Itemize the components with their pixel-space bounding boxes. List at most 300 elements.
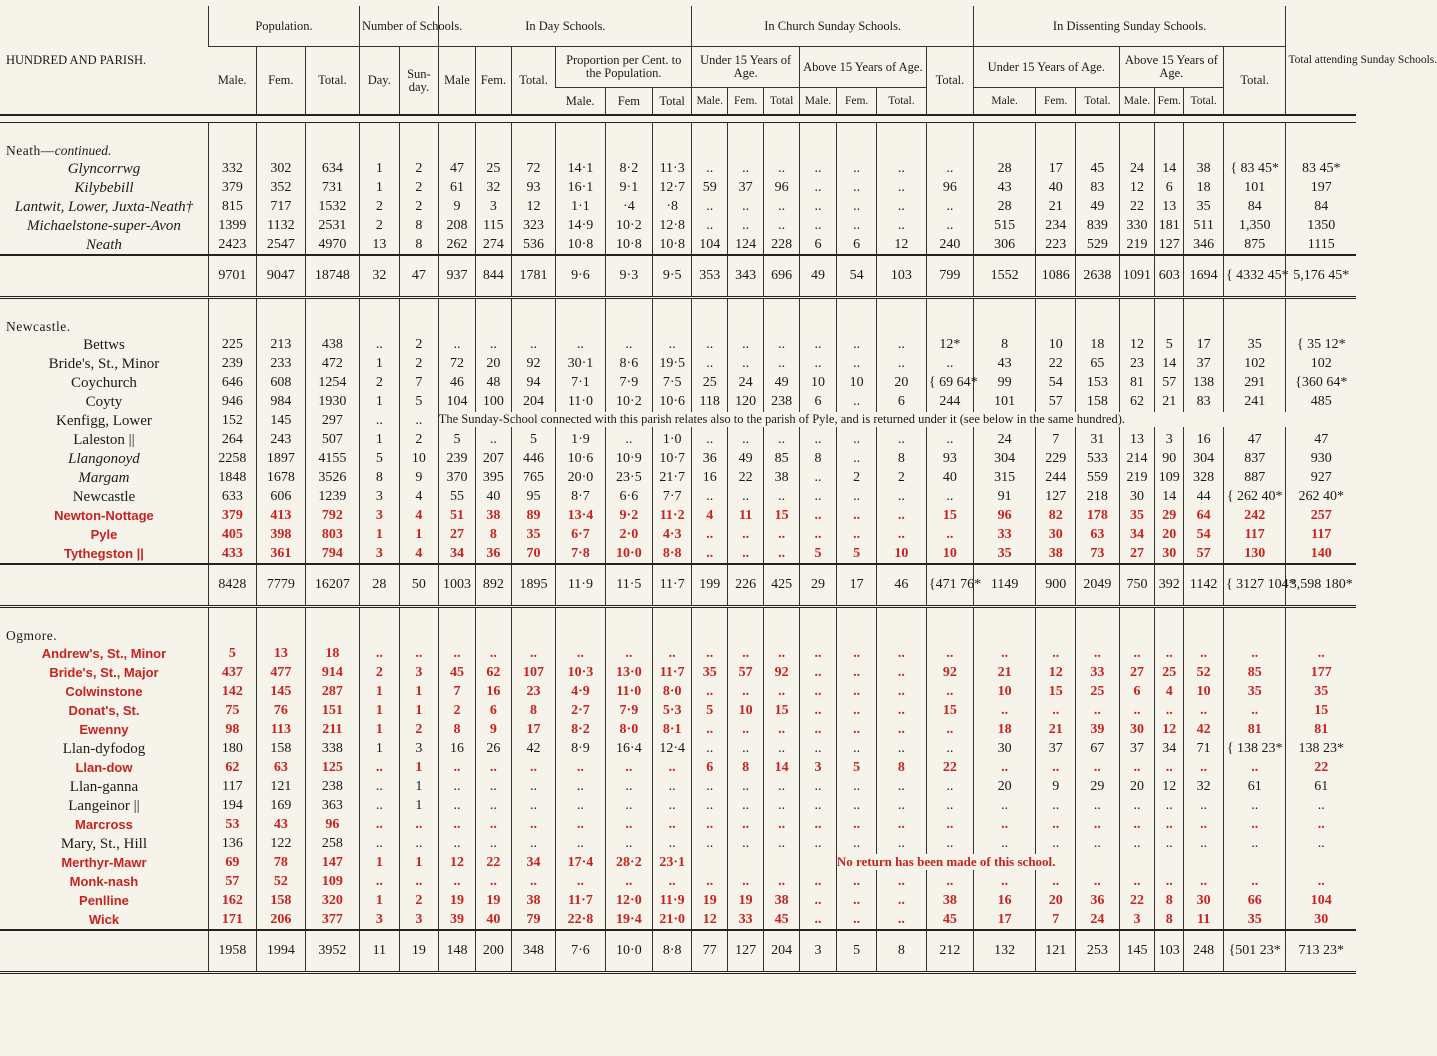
data-cell: 5 [692, 701, 727, 720]
total-cell: 10·0 [605, 930, 652, 973]
data-cell: 138 23* [1286, 739, 1356, 758]
data-cell: .. [799, 487, 837, 506]
empty-cell [512, 123, 556, 160]
data-cell: 3 [360, 506, 400, 525]
data-cell: 6 [799, 235, 837, 255]
data-cell: 33 [1075, 663, 1119, 682]
data-cell: 7 [439, 682, 475, 701]
data-cell: 3 [1155, 430, 1184, 449]
data-cell: 323 [512, 216, 556, 235]
total-cell: 16207 [305, 564, 359, 607]
data-cell: 9·2 [605, 506, 652, 525]
data-cell: .. [727, 682, 763, 701]
total-label-cell [0, 564, 208, 607]
parish-name: Tythegston || [63, 545, 144, 561]
section-total-row [0, 930, 1356, 973]
data-cell: 1 [360, 178, 400, 197]
parish-name: Donat's, St. [68, 702, 140, 718]
data-cell: 1930 [305, 392, 359, 411]
data-cell: .. [727, 815, 763, 834]
da-total-header: Total. [1184, 88, 1224, 116]
data-cell: 2 [360, 663, 400, 682]
data-cell: .. [475, 796, 511, 815]
data-cell: 17·4 [555, 853, 605, 872]
data-cell: 40 [475, 487, 511, 506]
empty-cell [727, 607, 763, 645]
parish-row [0, 525, 1356, 544]
data-cell: .. [837, 720, 877, 739]
data-cell: 2 [360, 216, 400, 235]
empty-cell [512, 607, 556, 645]
data-cell: 4 [399, 487, 439, 506]
data-cell: .. [799, 891, 837, 910]
data-cell: .. [837, 777, 877, 796]
data-cell: 38 [475, 506, 511, 525]
total-cell: 937 [439, 255, 475, 298]
data-cell: 18 [1184, 178, 1224, 197]
data-cell: 6 [1155, 178, 1184, 197]
empty-cell [256, 298, 305, 336]
data-cell: 21 [1036, 197, 1076, 216]
data-cell: 12 [876, 235, 926, 255]
data-cell: 297 [305, 411, 359, 430]
data-cell: 61 [439, 178, 475, 197]
data-cell: 57 [727, 663, 763, 682]
data-cell: 4 [399, 506, 439, 525]
total-cell: 892 [475, 564, 511, 607]
data-cell: 12* [926, 335, 973, 354]
total-cell: 212 [926, 930, 973, 973]
data-cell: 7 [1036, 430, 1076, 449]
data-cell: 229 [1036, 449, 1076, 468]
data-cell: .. [1119, 796, 1154, 815]
total-cell: 353 [692, 255, 727, 298]
data-cell: 127 [1155, 235, 1184, 255]
data-cell: 63 [1075, 525, 1119, 544]
data-cell: .. [692, 544, 727, 564]
prop-fem-header: Fem [605, 88, 652, 116]
parish-row [0, 487, 1356, 506]
total-cell: 7·6 [555, 930, 605, 973]
data-cell: 304 [973, 449, 1036, 468]
data-cell: .. [727, 430, 763, 449]
data-cell: 194 [208, 796, 256, 815]
data-cell: 1·9 [555, 430, 605, 449]
data-cell: .. [973, 644, 1036, 663]
data-cell: .. [652, 335, 692, 354]
data-cell: .. [799, 872, 837, 891]
data-cell: .. [1036, 701, 1076, 720]
data-cell: .. [692, 720, 727, 739]
data-cell: 930 [1286, 449, 1356, 468]
data-cell: 12·0 [605, 891, 652, 910]
data-cell: 81 [1286, 720, 1356, 739]
data-cell: 20·0 [555, 468, 605, 487]
data-cell: 1·1 [555, 197, 605, 216]
total-attending-header: Total attending Sunday Schools. [1286, 6, 1356, 115]
data-cell: 117 [1286, 525, 1356, 544]
data-cell: 274 [475, 235, 511, 255]
data-cell: 10·8 [605, 235, 652, 255]
parish-row [0, 468, 1356, 487]
data-cell: .. [876, 739, 926, 758]
data-cell: .. [926, 720, 973, 739]
data-cell: .. [1075, 872, 1119, 891]
data-cell: 20 [1036, 891, 1076, 910]
data-cell: 120 [727, 392, 763, 411]
data-cell: 36 [1075, 891, 1119, 910]
data-cell: .. [1223, 644, 1286, 663]
data-cell: .. [837, 682, 877, 701]
data-cell: 71 [1184, 739, 1224, 758]
data-cell: .. [799, 159, 837, 178]
data-cell: 91 [973, 487, 1036, 506]
section-title [0, 298, 208, 336]
data-cell: 2 [360, 197, 400, 216]
data-cell: 46 [439, 373, 475, 392]
data-cell: .. [512, 815, 556, 834]
data-cell: 1115 [1286, 235, 1356, 255]
data-cell: 6 [799, 392, 837, 411]
empty-cell [1286, 123, 1356, 160]
data-cell: 138 [1184, 373, 1224, 392]
data-cell: 8 [799, 449, 837, 468]
ca-fem-header: Fem. [837, 88, 877, 116]
data-cell: 238 [764, 392, 799, 411]
data-cell: 792 [305, 506, 359, 525]
empty-cell [799, 298, 837, 336]
data-cell: .. [1286, 815, 1356, 834]
parish-name: Newton-Nottage [54, 507, 154, 523]
parish-row [0, 216, 1356, 235]
data-cell: 23·5 [605, 468, 652, 487]
cu-fem-header: Fem. [727, 88, 763, 116]
data-cell: 57 [1184, 544, 1224, 564]
total-cell: 9047 [256, 255, 305, 298]
data-cell: 13 [256, 644, 305, 663]
total-cell: 603 [1155, 255, 1184, 298]
data-cell: 32 [475, 178, 511, 197]
data-cell: .. [926, 216, 973, 235]
data-cell: .. [837, 506, 877, 525]
data-cell: 875 [1223, 235, 1286, 255]
data-cell: 30 [973, 739, 1036, 758]
data-cell: 2 [399, 197, 439, 216]
data-cell: .. [837, 834, 877, 853]
data-cell: 5 [439, 430, 475, 449]
empty-cell [439, 298, 475, 336]
total-cell: 5 [837, 930, 877, 973]
data-cell: 11·0 [605, 682, 652, 701]
data-cell: .. [876, 197, 926, 216]
data-cell: .. [1155, 796, 1184, 815]
data-cell: .. [973, 815, 1036, 834]
data-cell: 118 [692, 392, 727, 411]
data-cell: 57 [1036, 392, 1076, 411]
data-cell: 30 [1119, 487, 1154, 506]
data-cell: 12 [1036, 663, 1076, 682]
total-cell: 19 [399, 930, 439, 973]
data-cell: { 138 23* [1223, 739, 1286, 758]
data-cell: .. [764, 834, 799, 853]
data-cell: 370 [439, 468, 475, 487]
data-cell: 12·4 [652, 739, 692, 758]
du-male-header: Male. [973, 88, 1036, 116]
data-cell: 3 [399, 910, 439, 930]
data-cell: .. [764, 796, 799, 815]
data-cell: .. [876, 701, 926, 720]
data-cell: 8·0 [652, 682, 692, 701]
data-cell [1155, 853, 1184, 872]
data-cell: 162 [208, 891, 256, 910]
data-cell: 731 [305, 178, 359, 197]
data-cell: .. [876, 644, 926, 663]
parish-row [0, 392, 1356, 411]
data-cell: 45 [926, 910, 973, 930]
parish-row [0, 834, 1356, 853]
data-cell: 63 [256, 758, 305, 777]
parish-row [0, 682, 1356, 701]
data-cell: 14 [1155, 487, 1184, 506]
data-cell: 3 [399, 739, 439, 758]
data-cell: 8 [512, 701, 556, 720]
data-cell: 346 [1184, 235, 1224, 255]
data-cell: .. [1155, 758, 1184, 777]
empty-cell [512, 298, 556, 336]
data-cell: .. [876, 891, 926, 910]
data-cell: 433 [208, 544, 256, 564]
data-cell: 16·1 [555, 178, 605, 197]
data-cell: 10 [926, 544, 973, 564]
data-cell: 3 [1119, 910, 1154, 930]
empty-cell [475, 607, 511, 645]
data-cell: .. [1075, 701, 1119, 720]
data-cell: 27 [439, 525, 475, 544]
data-cell: .. [605, 777, 652, 796]
data-cell: 511 [1184, 216, 1224, 235]
data-cell: 21 [973, 663, 1036, 682]
empty-cell [652, 607, 692, 645]
data-cell: .. [475, 777, 511, 796]
parish-row [0, 354, 1356, 373]
data-cell: 437 [208, 663, 256, 682]
data-cell: .. [764, 682, 799, 701]
data-cell: .. [837, 815, 877, 834]
data-cell: .. [399, 411, 439, 430]
parish-row [0, 644, 1356, 663]
total-cell: 9·6 [555, 255, 605, 298]
section-total-row [0, 564, 1356, 607]
data-cell: 634 [305, 159, 359, 178]
data-cell: 14 [764, 758, 799, 777]
data-cell: 107 [512, 663, 556, 682]
data-cell: .. [360, 758, 400, 777]
data-cell: 57 [1155, 373, 1184, 392]
data-cell: 22 [926, 758, 973, 777]
data-cell: .. [1075, 796, 1119, 815]
data-cell: 239 [208, 354, 256, 373]
data-cell: 51 [439, 506, 475, 525]
table-body [0, 123, 1356, 973]
total-cell: 713 23* [1286, 930, 1356, 973]
data-cell: .. [1075, 815, 1119, 834]
total-cell: 1149 [973, 564, 1036, 607]
data-cell: .. [1075, 758, 1119, 777]
data-cell: 20 [876, 373, 926, 392]
total-cell: 1958 [208, 930, 256, 973]
section-title-text: Ogmore. [6, 628, 58, 643]
data-cell: 30 [1119, 720, 1154, 739]
data-cell: .. [652, 758, 692, 777]
parish-row [0, 872, 1356, 891]
data-cell: 17 [1036, 159, 1076, 178]
data-cell: .. [652, 834, 692, 853]
da-fem-header: Fem. [1155, 88, 1184, 116]
data-cell: .. [876, 159, 926, 178]
data-cell: .. [555, 335, 605, 354]
data-cell: 47 [1286, 430, 1356, 449]
data-cell: 446 [512, 449, 556, 468]
data-cell: 377 [305, 910, 359, 930]
empty-cell [1119, 298, 1154, 336]
data-cell: 1 [399, 853, 439, 872]
data-cell: 29 [1155, 506, 1184, 525]
data-cell: 39 [439, 910, 475, 930]
total-cell: 127 [727, 930, 763, 973]
data-cell: 2 [399, 354, 439, 373]
data-cell: 379 [208, 178, 256, 197]
data-cell: .. [652, 796, 692, 815]
data-cell: .. [652, 872, 692, 891]
data-cell: .. [727, 720, 763, 739]
data-cell: 32 [1184, 777, 1224, 796]
data-cell: 8 [876, 758, 926, 777]
data-cell: 306 [973, 235, 1036, 255]
data-cell: 914 [305, 663, 359, 682]
parish-row [0, 449, 1356, 468]
data-cell: .. [1184, 644, 1224, 663]
data-cell: 38 [1184, 159, 1224, 178]
data-cell: 19 [727, 891, 763, 910]
data-cell: 10·0 [605, 544, 652, 564]
data-cell: .. [512, 834, 556, 853]
empty-cell [475, 298, 511, 336]
data-cell: 64 [1184, 506, 1224, 525]
data-cell: 2423 [208, 235, 256, 255]
data-cell: .. [399, 872, 439, 891]
empty-cell [555, 123, 605, 160]
data-cell: .. [764, 644, 799, 663]
data-cell: 1 [399, 758, 439, 777]
data-cell: 243 [256, 430, 305, 449]
data-cell: 40 [475, 910, 511, 930]
data-cell: .. [727, 644, 763, 663]
data-cell: .. [837, 525, 877, 544]
data-cell: .. [692, 197, 727, 216]
data-cell: 984 [256, 392, 305, 411]
data-cell: .. [799, 815, 837, 834]
data-cell: .. [926, 159, 973, 178]
data-cell: 287 [305, 682, 359, 701]
empty-cell [360, 123, 400, 160]
data-cell: 2 [399, 335, 439, 354]
data-cell: .. [1184, 701, 1224, 720]
data-cell: 233 [256, 354, 305, 373]
data-cell: 1 [360, 430, 400, 449]
data-cell: .. [439, 872, 475, 891]
empty-cell [1223, 298, 1286, 336]
data-cell: .. [973, 834, 1036, 853]
data-cell: 223 [1036, 235, 1076, 255]
data-cell: .. [475, 815, 511, 834]
data-cell: 15 [764, 506, 799, 525]
data-cell: 19·4 [605, 910, 652, 930]
data-cell: 6 [475, 701, 511, 720]
data-cell: 15 [764, 701, 799, 720]
data-cell: 1239 [305, 487, 359, 506]
data-cell: .. [799, 506, 837, 525]
data-cell [1286, 853, 1356, 872]
data-cell: 75 [208, 701, 256, 720]
data-cell: 45 [439, 663, 475, 682]
data-cell: 25 [1075, 682, 1119, 701]
data-cell: 43 [973, 178, 1036, 197]
data-cell: 395 [475, 468, 511, 487]
data-cell: 153 [1075, 373, 1119, 392]
data-cell: 43 [256, 815, 305, 834]
empty-cell [1286, 607, 1356, 645]
data-cell: 11 [1184, 910, 1224, 930]
data-cell: .. [837, 644, 877, 663]
empty-cell [764, 123, 799, 160]
data-cell: .. [876, 872, 926, 891]
prop-male-header: Male. [555, 88, 605, 116]
empty-cell [1036, 123, 1076, 160]
data-cell: {360 64* [1286, 373, 1356, 392]
data-cell: 633 [208, 487, 256, 506]
data-cell: 101 [1223, 178, 1286, 197]
total-cell: 9701 [208, 255, 256, 298]
parish-row [0, 815, 1356, 834]
data-cell: 24 [973, 430, 1036, 449]
parish-name: Margam [78, 469, 130, 486]
total-cell: 253 [1075, 930, 1119, 973]
data-cell: 244 [1036, 468, 1076, 487]
data-cell: 228 [764, 235, 799, 255]
data-cell: .. [799, 354, 837, 373]
data-cell: .. [1155, 815, 1184, 834]
data-cell: 30 [1184, 891, 1224, 910]
total-cell: 46 [876, 564, 926, 607]
data-cell: 47 [1223, 430, 1286, 449]
empty-cell [973, 298, 1036, 336]
parish-name: Merthyr-Mawr [61, 854, 147, 870]
total-cell: 1003 [439, 564, 475, 607]
data-cell: 37 [1036, 739, 1076, 758]
data-cell: 477 [256, 663, 305, 682]
empty-cell [399, 607, 439, 645]
total-cell: 54 [837, 255, 877, 298]
data-cell: 102 [1223, 354, 1286, 373]
empty-cell [208, 123, 256, 160]
data-cell: .. [764, 354, 799, 373]
data-cell: .. [1155, 644, 1184, 663]
data-cell: 20 [1119, 777, 1154, 796]
parish-row [0, 159, 1356, 178]
data-cell: 1254 [305, 373, 359, 392]
data-cell: .. [692, 777, 727, 796]
total-cell: 392 [1155, 564, 1184, 607]
